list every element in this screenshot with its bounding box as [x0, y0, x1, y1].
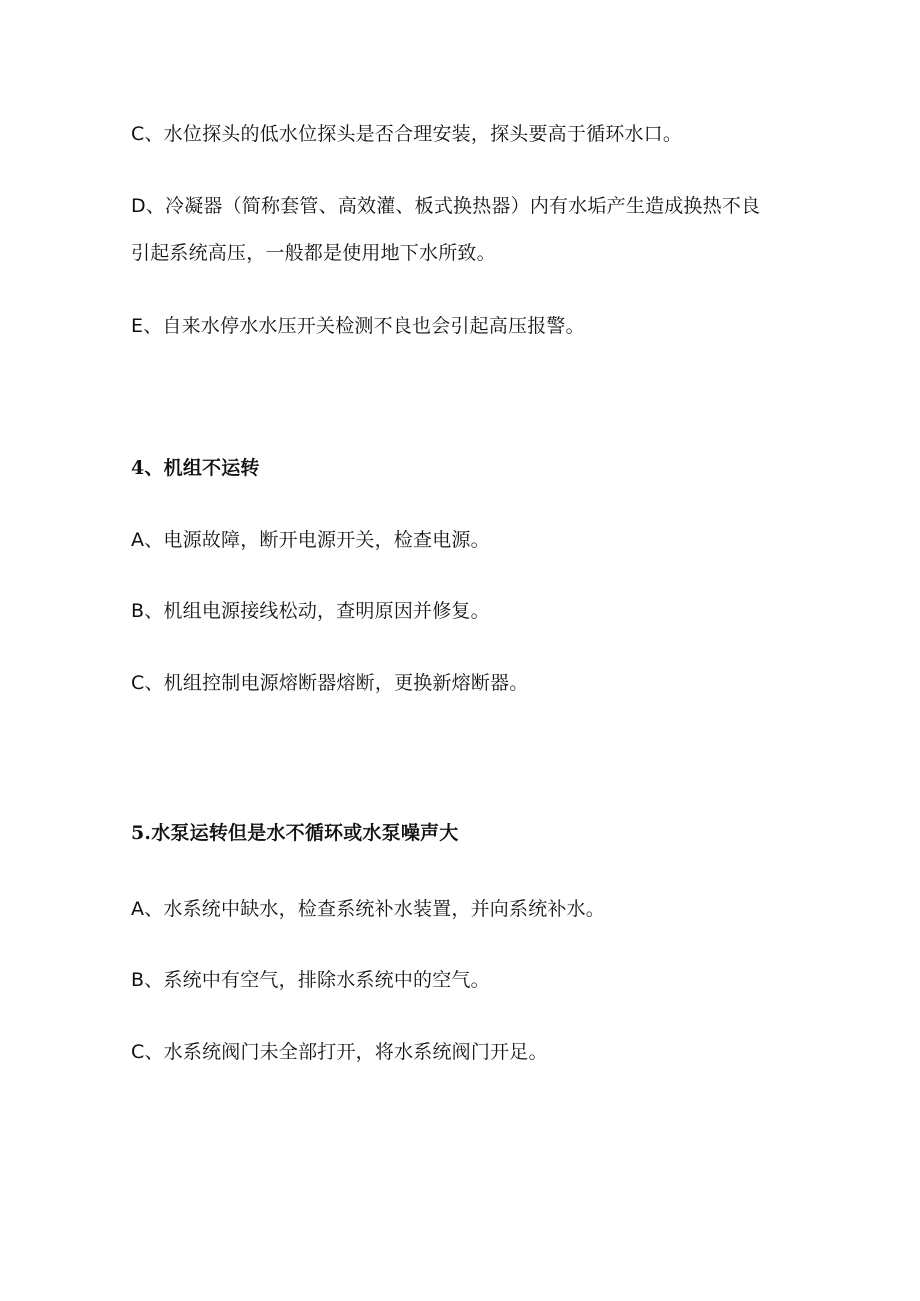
section-heading-5: 5.水泵运转但是水不循环或水泵噪声大: [131, 822, 459, 844]
list-item: C、机组控制电源熔断器熔断，更换新熔断器。: [131, 672, 529, 694]
list-item: B、系统中有空气，排除水系统中的空气。: [131, 969, 490, 991]
section-heading-4: 4、机组不运转: [131, 457, 260, 479]
list-item: A、电源故障，断开电源开关，检查电源。: [131, 529, 490, 551]
list-item: A、水系统中缺水，检查系统补水装置，并向系统补水。: [131, 898, 605, 920]
paragraph-line: 引起系统高压，一般都是使用地下水所致。: [131, 242, 496, 264]
paragraph-line: D、冷凝器（简称套管、高效灌、板式换热器）内有水垢产生造成换热不良: [131, 195, 761, 217]
paragraph-line: E、自来水停水水压开关检测不良也会引起高压报警。: [131, 315, 585, 337]
list-item: C、水系统阀门未全部打开，将水系统阀门开足。: [131, 1041, 548, 1063]
list-item: B、机组电源接线松动，查明原因并修复。: [131, 600, 490, 622]
paragraph-line: C、水位探头的低水位探头是否合理安装，探头要高于循环水口。: [131, 123, 683, 145]
